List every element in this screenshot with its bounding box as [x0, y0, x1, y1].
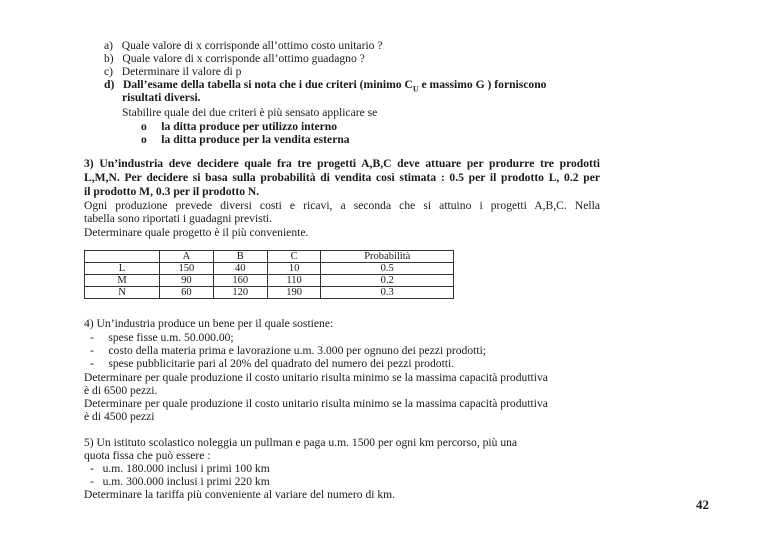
q4-line-1: Determinare per quale produzione il costo unitario risulta minimo se la massima capacità produttiva — [84, 371, 548, 384]
table-cell: 120 — [213, 287, 267, 299]
table-cell: 40 — [213, 263, 267, 275]
table-cell: 150 — [160, 263, 214, 275]
q4-item-3 — [90, 358, 454, 370]
table-cell: 0.5 — [321, 263, 454, 275]
q5-item-1-text: u.m. 180.000 inclusi i primi 100 km — [102, 462, 270, 475]
q4-intro: 4) Un’industria produce un bene per il quale sostiene: — [84, 317, 334, 330]
q5-line-1: 5) Un istituto scolastico noleggia un pullman e paga u.m. 1500 per ogni km percorso, più una — [84, 436, 518, 449]
q4-item-1-dash: - — [90, 331, 94, 344]
q4-item-2-dash: - — [90, 344, 94, 357]
page-number: 42 — [696, 497, 709, 512]
q3-line-6: Determinare quale progetto è il più conveniente. — [84, 226, 309, 239]
table-cell: 0.3 — [321, 287, 454, 299]
q3-line-1: 3) Un’industria deve decidere quale fra tre progetti A,B,C deve attuare per produrre tre prodotti — [84, 157, 600, 170]
q4-item-2 — [90, 345, 486, 357]
question-d-text: Dall’esame della tabella si nota che i due criteri (minimo C — [123, 78, 413, 91]
table-cell: 60 — [160, 287, 214, 299]
q4-line-4: è di 4500 pezzi — [84, 410, 155, 423]
table-header-cell: Probabilità — [321, 251, 454, 263]
stabilire-line: Stabilire quale dei due criteri è più sensato applicare se — [122, 106, 378, 119]
profit-table — [84, 250, 454, 299]
question-a-marker: a) — [104, 39, 114, 52]
table-row — [85, 287, 454, 299]
question-a-text: Quale valore di x corrisponde all’ottimo costo unitario ? — [121, 39, 383, 52]
q5-item-1-dash: - — [90, 462, 94, 475]
option-1-bullet: o — [141, 120, 147, 133]
question-b — [104, 53, 365, 65]
table-header-cell: B — [213, 251, 267, 263]
q5-line-2: quota fissa che può essere : — [84, 449, 211, 462]
table-cell: 10 — [267, 263, 321, 275]
q3-line-3: il prodotto M, 0.3 per il prodotto N. — [84, 185, 260, 198]
table-cell: 110 — [267, 275, 321, 287]
q5-item-2-text: u.m. 300.000 inclusi i primi 220 km — [102, 475, 270, 488]
q3-line-2: L,M,N. Per decidere si basa sulla probabilità di vendita così stimata : 0.5 per il prodotto L, 0.2 per — [84, 171, 600, 184]
option-1 — [141, 121, 337, 133]
q5-item-2 — [90, 476, 270, 488]
question-c — [104, 66, 241, 78]
option-2-text: la ditta produce per la vendita esterna — [161, 133, 350, 146]
q4-item-2-text: costo della materia prima e lavorazione u.m. 3.000 per ognuno dei pezzi prodotti; — [108, 344, 487, 357]
table-header-cell: C — [267, 251, 321, 263]
table-header-row — [85, 251, 454, 263]
table-row — [85, 263, 454, 275]
question-d-continuation: risultati diversi. — [122, 91, 201, 104]
q4-line-2: è di 6500 pezzi. — [84, 384, 158, 397]
question-c-marker: c) — [104, 65, 114, 78]
table-cell: N — [85, 287, 160, 299]
table-row — [85, 275, 454, 287]
table-cell: L — [85, 263, 160, 275]
q4-item-3-dash: - — [90, 357, 94, 370]
table-cell: 160 — [213, 275, 267, 287]
q3-line-5: tabella sono riportati i guadagni previsti. — [84, 212, 273, 225]
q4-item-1 — [90, 332, 234, 344]
q5-item-1 — [90, 463, 270, 475]
q5-item-2-dash: - — [90, 475, 94, 488]
question-d-text-end: e massimo G ) forniscono — [418, 78, 547, 91]
q4-item-1-text: spese fisse u.m. 50.000.00; — [108, 331, 234, 344]
question-d-marker: d) — [104, 78, 115, 91]
option-2-bullet: o — [141, 133, 147, 146]
table-header-cell: A — [160, 251, 214, 263]
question-b-text: Quale valore di x corrisponde all’ottimo guadagno ? — [122, 52, 365, 65]
q5-final: Determinare la tariffa più conveniente al variare del numero di km. — [84, 488, 396, 501]
table-header-cell — [85, 251, 160, 263]
q3-line-4: Ogni produzione prevede diversi costi e ricavi, a seconda che si attuino i progetti A,B,C. Nella — [84, 199, 600, 212]
table-cell: 190 — [267, 287, 321, 299]
question-b-marker: b) — [104, 52, 114, 65]
option-2 — [141, 134, 350, 146]
question-a — [104, 40, 383, 52]
table-cell: 90 — [160, 275, 214, 287]
q4-item-3-text: spese pubblicitarie pari al 20% del quadrato del numero dei pezzi prodotti. — [108, 357, 455, 370]
option-1-text: la ditta produce per utilizzo interno — [161, 120, 338, 133]
q4-line-3: Determinare per quale produzione il costo unitario risulta minimo se la massima capacità produttiva — [84, 397, 548, 410]
question-c-text: Determinare il valore di p — [121, 65, 242, 78]
question-d-subscript: U — [412, 84, 419, 94]
table-cell: M — [85, 275, 160, 287]
table-cell: 0.2 — [321, 275, 454, 287]
